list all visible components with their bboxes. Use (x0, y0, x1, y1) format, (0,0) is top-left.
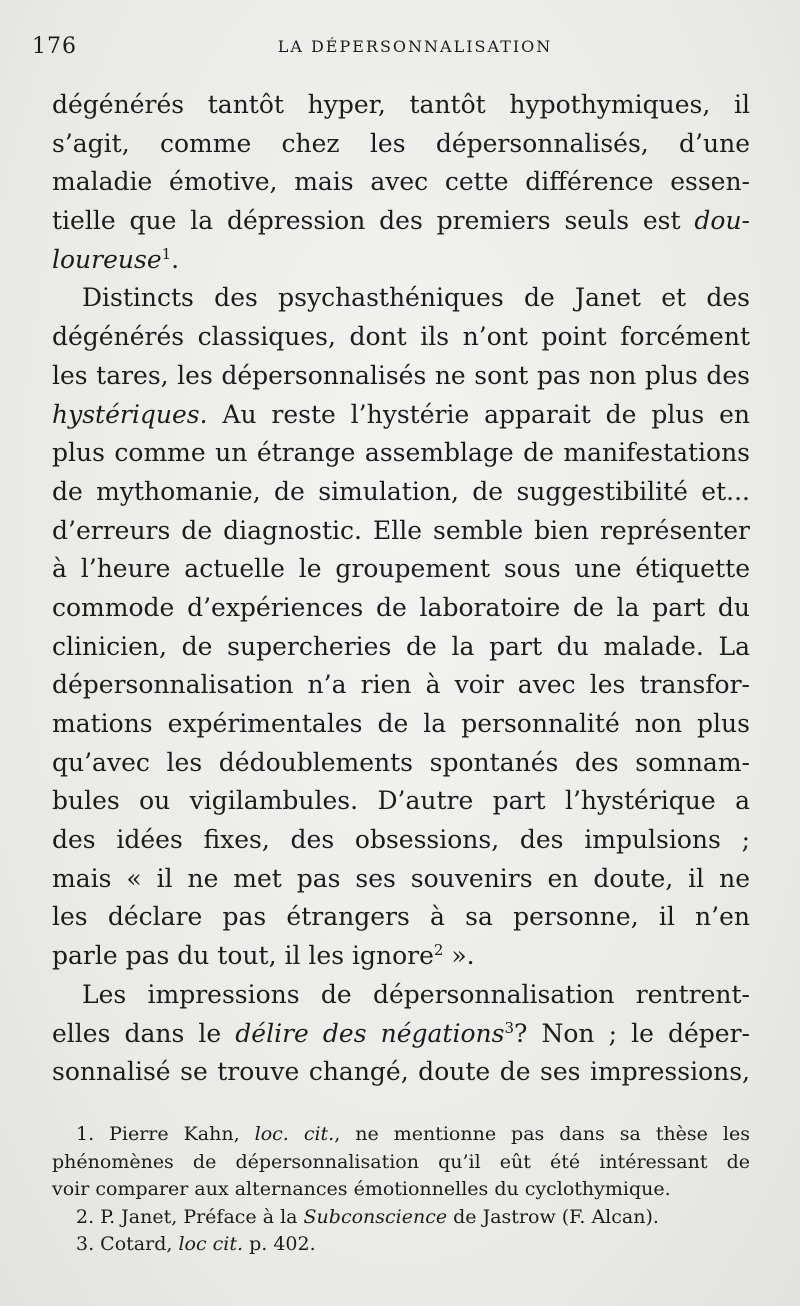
footnote-ref: 2 (433, 941, 444, 960)
text-line: qu’avec les dédoublements spontanés des somnam- (52, 747, 750, 777)
text-line: Les impressions de dépersonnalisation rentrent- (82, 979, 750, 1009)
page-number: 176 (32, 34, 77, 59)
text-line: dégénérés tantôt hyper, tantôt hypothymiques, il (52, 90, 750, 119)
text-line: bules ou vigilambules. D’autre part l’hystérique a (52, 786, 750, 816)
text-line: maladie émotive, mais avec cette différence essen- (52, 167, 750, 197)
text-line: mations expérimentales de la personnalité non plus (52, 709, 750, 738)
footnote-1-cont: voir comparer aux alternances émotionnelles du cyclothymique. (52, 1178, 671, 1200)
text-line: clinicien, de supercheries de la part du malade. La (52, 631, 750, 661)
text-line: loureuse$^1$. (52, 244, 180, 274)
footnote-3: 3. Cotard, loc cit. p. 402. (76, 1233, 316, 1255)
text-line: parle pas du tout, il les ignore$^2$ ». (52, 941, 475, 971)
page-header (30, 34, 760, 74)
text-line: les tares, les dépersonnalisés ne sont pas non plus des (52, 360, 750, 390)
text-line: tielle que la dépression des premiers seuls est dou- (52, 206, 750, 236)
footnote-ref: 3 (504, 1018, 515, 1037)
text-line: d’erreurs de diagnostic. Elle semble bien représenter (52, 515, 750, 545)
text-line: de mythomanie, de simulation, de suggestibilité et... (52, 476, 750, 506)
text-line: dégénérés classiques, dont ils n’ont point forcément (52, 322, 750, 352)
footnotes (52, 1121, 750, 1259)
text-line: plus comme un étrange assemblage de manifestations (52, 438, 750, 468)
text-line: sonnalisé se trouve changé, doute de ses impressions, (52, 1057, 750, 1087)
text-line: dépersonnalisation n’a rien à voir avec les transfor- (52, 670, 750, 700)
body-text (52, 86, 750, 1092)
text-line: s’agit, comme chez les dépersonnalisés, d’une (52, 128, 750, 158)
text-line: les déclare pas étrangers à sa personne, il n’en (52, 902, 750, 932)
text-line: mais « il ne met pas ses souvenirs en doute, il ne (52, 863, 750, 893)
footnote-2: 2. P. Janet, Préface à la Subconscience de Jastrow (F. Alcan). (76, 1205, 659, 1228)
text-line: hystériques. Au reste l’hystérie apparait de plus en (52, 399, 750, 429)
text-line: elles dans le délire des négations$^3$? Non ; le déper- (52, 1018, 750, 1048)
footnote-1-cont: phénomènes de dépersonnalisation qu’il eût été intéressant de (52, 1150, 750, 1173)
footnote-1: 1. Pierre Kahn, loc. cit., ne mentionne pas dans sa thèse les (76, 1123, 750, 1145)
text-line: des idées fixes, des obsessions, des impulsions ; (52, 825, 750, 855)
running-title: LA DÉPERSONNALISATION (277, 37, 553, 56)
footnote-ref: 1 (161, 244, 172, 263)
text-line: commode d’expériences de laboratoire de la part du (52, 592, 750, 622)
text-line: à l’heure actuelle le groupement sous une étiquette (52, 554, 750, 584)
text-line: Distincts des psychasthéniques de Janet et des (82, 283, 750, 313)
